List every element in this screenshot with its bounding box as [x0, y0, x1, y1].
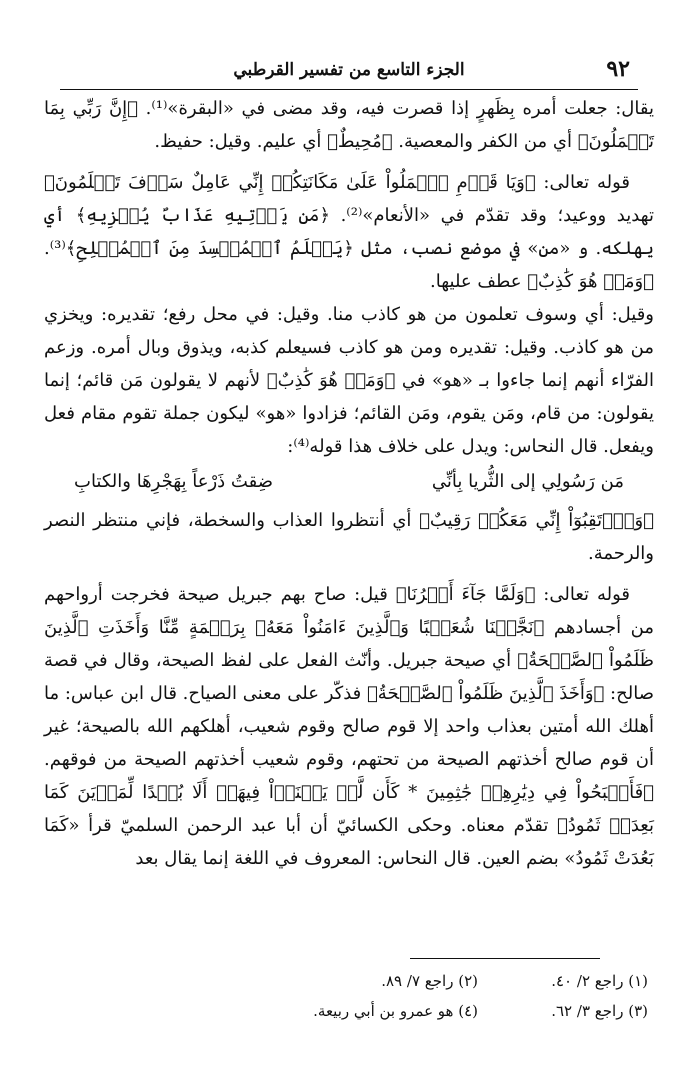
running-title: الجزء التاسع من تفسير القرطبي — [233, 60, 465, 80]
footnote-divider — [410, 958, 600, 959]
footnote: (١) راجع ٢/ ٤٠. — [551, 972, 648, 990]
verse-first-hemistich: مَن رَسُولِي إلى الثُّريا بِأنِّي — [431, 471, 624, 492]
page-header — [60, 56, 638, 90]
page-number: ٩٢ — [606, 56, 630, 82]
main-text — [44, 92, 654, 875]
footnote: (٢) راجع ٧/ ٨٩. — [381, 972, 478, 990]
poetry-verse — [44, 463, 654, 504]
footnote: (٤) هو عمرو بن أبي ربيعة. — [313, 1002, 478, 1020]
paragraph: ﴿وَٱرۡتَقِبُوٓاْ إِنِّي مَعَكُمۡ رَقِيبٌ﴾ أي أنتظروا العذاب والسخطة، فإني منتظر النصر والرحمة. — [44, 510, 654, 564]
paragraph: وقيل: أي وسوف تعلمون من هو كاذب منا. وقيل: في محل رفع؛ تقديره: ويخزي من هو كاذب. وقيل: تقديره ومن هو كاذب فسيعلم كذبه، ويذوق وبال أمره. وزعم الفرّاء أنهم إنما جاءوا بـ «هو» في ﴿وَمَنۡ هُوَ كَٰذِبٌ﴾ لأنهم لا يقولون مَن قائم؛ إنما يقولون: من قام، ومَن يقوم، ومَن القائم؛ فزادوا «هو» ليكون جملة تقوم مقام فعل ويفعل. قال النحاس: ويدل على خلاف هذا قوله⁽⁴⁾: — [44, 304, 654, 457]
paragraph: يقال: جعلت أمره بِظَهرٍ إذا قصرت فيه، وقد مضى في «البقرة»⁽¹⁾. ﴿إِنَّ رَبِّي بِمَا تَعۡمَلُونَ﴾ أي من الكفر والمعصية. ﴿مُحِيطٌ﴾ أي عليم. وقيل: حفيظ. — [44, 98, 654, 152]
footnotes — [260, 966, 648, 1026]
paragraph: قوله تعالى: ﴿وَلَمَّا جَآءَ أَمۡرُنَا﴾ قيل: صاح بهم جبريل صيحة فخرجت أرواحهم من أجسادهم ﴿نَجَّيۡنَا شُعَيۡبًا وَٱلَّذِينَ ءَامَنُواْ مَعَهُۥ بِرَحۡمَةٍ مِّنَّا وَأَخَذَتِ ٱلَّذِينَ ظَلَمُواْ ٱلصَّيۡحَةُ﴾ أي صيحة جبريل. وأنّث الفعل على لفظ الصيحة، وقال في قصة صالح: ﴿وَأَخَذَ ٱلَّذِينَ ظَلَمُواْ ٱلصَّيۡحَةُ﴾ فذكّر على معنى الصياح. قال ابن عباس: ما أهلك الله أمتين بعذاب واحد إلا قوم صالح وقوم شعيب، أهلكهم الله بالصيحة؛ غير أن قوم صالح أخذتهم الصيحة من تحتهم، وقوم شعيب أخذتهم الصيحة من فوقهم. ﴿فَأَصۡبَحُواْ فِي دِيَٰرِهِمۡ جَٰثِمِينَ * كَأَن لَّمۡ يَغۡنَوۡاْ فِيهَآۗ أَلَا بُعۡدًا لِّمَدۡيَنَ كَمَا بَعِدَتۡ ثَمُودُ﴾ تقدّم معناه. وحكى الكسائيّ أن أبا عبد الرحمن السلميّ قرأ «كَمَا بَعُدَتْ ثَمُودُ» بضم العين. قال النحاس: المعروف في اللغة إنما يقال بعد — [44, 584, 654, 869]
footnote-row — [260, 996, 648, 1026]
footnote: (٣) راجع ٣/ ٦٢. — [551, 1002, 648, 1020]
verse-second-hemistich: ضِقتُ ذَرْعاً بِهَجْرِهَا والكتابِ — [74, 471, 273, 492]
paragraph: قوله تعالى: ﴿وَيَا قَوۡمِ ٱعۡمَلُواْ عَلَىٰ مَكَانَتِكُمۡ إِنِّي عَامِلٌ سَوۡفَ تَعۡلَمُونَ﴾ تهديد ووعيد؛ وقد تقدّم في «الأنعام»⁽²⁾. ﴿مَن يَأۡتِيهِ عَذَابٌ يُخۡزِيهِ﴾ أي يهلكه. و «من» في موضع نصب، مثل ﴿يَعۡلَمُ ٱلۡمُفۡسِدَ مِنَ ٱلۡمُصۡلِحِ﴾⁽³⁾. ﴿وَمَنۡ هُوَ كَٰذِبٌ﴾ عطف عليها. — [44, 172, 654, 292]
footnote-row — [260, 966, 648, 996]
